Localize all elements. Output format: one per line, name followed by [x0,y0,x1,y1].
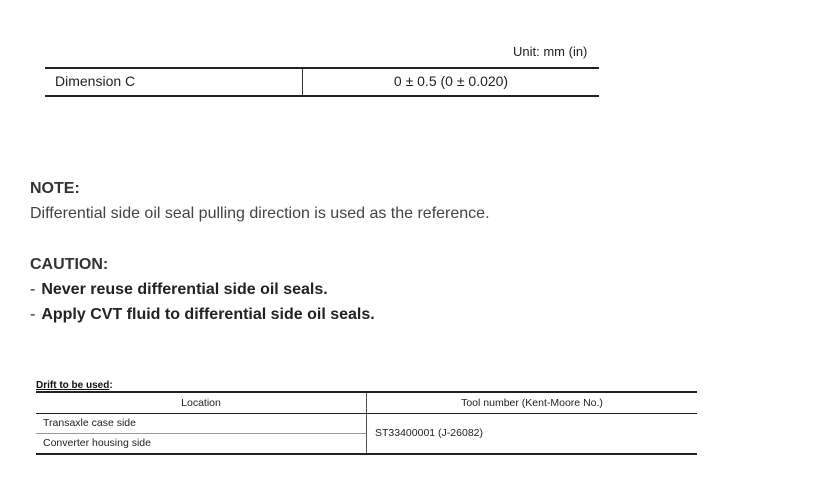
location-column [36,414,367,453]
table-header-row [36,393,697,414]
unit-label: Unit: mm (in) [513,44,588,59]
header-tool-number: Tool number (Kent-Moore No.) [461,397,603,409]
header-location: Location [36,393,367,413]
drift-caption: Drift to be used: [36,380,113,391]
bullet-dash: - [30,306,36,323]
caution-item: - Never reuse differential side oil seals. [30,281,328,298]
note-text: Differential side oil seal pulling direction is used as the reference. [30,205,490,222]
caution-heading: CAUTION: [30,256,109,273]
tool-number-cell: ST33400001 (J-26082) [375,427,483,439]
dimension-label: Dimension C [45,69,303,95]
caution-item: - Apply CVT fluid to differential side oil seals. [30,306,375,323]
bullet-dash: - [30,281,36,298]
table-row: Converter housing side [43,437,151,449]
note-heading: NOTE: [30,180,80,197]
table-body [36,414,697,453]
dimension-table [45,67,599,97]
dimension-value: 0 ± 0.5 (0 ± 0.020) [393,73,509,89]
table-row: Transaxle case side [36,414,366,434]
drift-table [36,391,697,455]
